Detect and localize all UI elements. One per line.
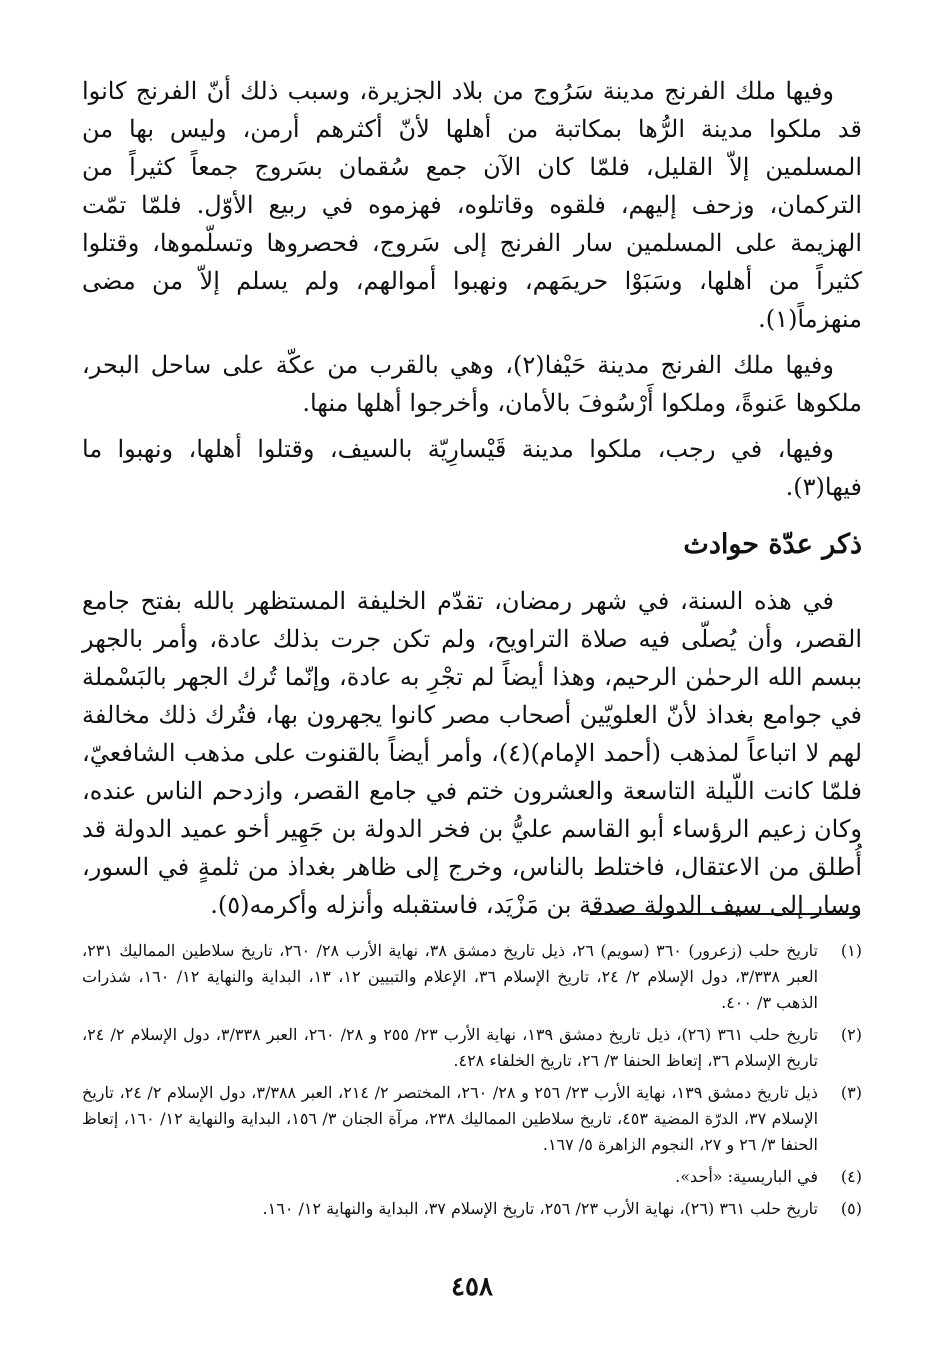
footnote-text: تاريخ حلب ٣٦١ (٢٦)، ذيل تاريخ دمشق ١٣٩، نهاية الأرب ٢٣/ ٢٥٥ و ٢٨/ ٢٦٠، العبر ٣/٣٣٨، دول الإسلام ٢/ ٢٤، تاريخ الإسلام ٣٦، إتعاظ الحنفا ٣/ ٢٦، تاريخ الخلفاء ٤٢٨. bbox=[82, 1025, 819, 1070]
page-number: ٤٥٨ bbox=[451, 1272, 493, 1302]
footnote bbox=[82, 1164, 862, 1190]
paragraph-1: وفيها ملك الفرنج مدينة سَرُوج من بلاد الجزيرة، وسبب ذلك أنّ الفرنج كانوا قد ملكوا مدينة الرُّها بمكاتبة من أهلها لأنّ أكثرهم أرمن، وليس بها من المسلمين إلاّ القليل، فلمّا كان الآن جمع سُقمان بسَروج جمعاً كثيراً من التركمان، وزحف إليهم، فلقوه وقاتلوه، فهزموه في ربيع الأوّل. فلمّا تمّت الهزيمة على المسلمين سار الفرنج إلى سَروج، فحصروها وتسلّموها، وقتلوا كثيراً من أهلها، وسَبَوْا حريمَهم، ونهبوا أموالهم، ولم يسلم إلاّ من مضى منهزماً(١). bbox=[82, 77, 862, 333]
footnote-text: ذيل تاريخ دمشق ١٣٩، نهاية الأرب ٢٣/ ٢٥٦ و ٢٨/ ٢٦٠، المختصر ٢/ ٢١٤، العبر ٣/٣٨٨، دول الإسلام ٢/ ٢٤، تاريخ الإسلام ٣٧، الدرّة المضية ٤٥٣، تاريخ سلاطين المماليك ٢٣٨، مرآة الجنان ٣/ ١٥٦، البداية والنهاية ١٢/ ١٦٠، إتعاظ الحنفا ٣/ ٢٦ و ٢٧، النجوم الزاهرة ٥/ ١٦٧. bbox=[82, 1083, 819, 1154]
footnote-number: (١) bbox=[840, 941, 862, 960]
paragraph-2: وفيها ملك الفرنج مدينة حَيْفا(٢)، وهي بالقرب من عكّة على ساحل البحر، ملكوها عَنوةً، وملكوا أَرْسُوفَ بالأمان، وأخرجوا أهلها منها. bbox=[82, 351, 862, 417]
footnote-text: في الباريسية: «أحد». bbox=[675, 1167, 818, 1186]
footnote-number: (٤) bbox=[840, 1167, 862, 1186]
footnotes bbox=[82, 938, 862, 1228]
footnote-number: (٣) bbox=[840, 1083, 862, 1102]
footnote-number: (٥) bbox=[840, 1199, 862, 1218]
footnote-text: تاريخ حلب (زعرور) ٣٦٠ (سويم) ٢٦، ذيل تاريخ دمشق ٣٨، نهاية الأرب ٢٨/ ٢٦٠، تاريخ سلاطين المماليك ٢٣١، العبر ٣/٣٣٨، دول الإسلام ٢/ ٢٤، تاريخ الإسلام ٣٦، الإعلام والتبيين ١٢، ١٣، البداية والنهاية ١٢/ ١٦٠، شذرات الذهب ٣/ ٤٠٠. bbox=[82, 941, 819, 1012]
paragraph-4: في هذه السنة، في شهر رمضان، تقدّم الخليفة المستظهر بالله بفتح جامع القصر، وأن يُصلّى فيه صلاة التراويح، ولم تكن جرت بذلك عادة، وأمر بالجهر ببسم الله الرحمٰن الرحيم، وهذا أيضاً لم تجْرِ به عادة، وإنّما تُرك الجهر بالبَسْملة في جوامع بغداذ لأنّ العلويّين أصحاب مصر كانوا يجهرون بها، فتُرك ذلك مخالفة لهم لا اتباعاً لمذهب (أحمد الإمام)(٤)، وأمر أيضاً بالقنوت على مذهب الشافعيّ، فلمّا كانت اللّيلة التاسعة والعشرون ختم في جامع القصر، وازدحم الناس عنده، وكان زعيم الرؤساء أبو القاسم عليُّ بن فخر الدولة بن جَهِير أخو عميد الدولة قد أُطلق من الاعتقال، فاختلط بالناس، وخرج إلى ظاهر بغداذ من ثلمةٍ في السور، وسار إلى سيف الدولة صدقة بن مَزْيَد، فاستقبله وأنزله وأكرمه(٥). bbox=[82, 587, 863, 919]
footnote-number: (٢) bbox=[840, 1025, 862, 1044]
main-text bbox=[82, 72, 862, 932]
footnote bbox=[82, 1080, 862, 1158]
footnote bbox=[82, 938, 862, 1016]
footnote-text: تاريخ حلب ٣٦١ (٢٦)، نهاية الأرب ٢٣/ ٢٥٦، تاريخ الإسلام ٣٧، البداية والنهاية ١٢/ ١٦٠. bbox=[262, 1199, 818, 1218]
footnote bbox=[82, 1196, 862, 1222]
section-heading: ذكر عدّة حوادث bbox=[683, 529, 862, 560]
footnote bbox=[82, 1022, 862, 1074]
paragraph-3: وفيها، في رجب، ملكوا مدينة قَيْسارِيّة بالسيف، وقتلوا أهلها، ونهبوا ما فيها(٣). bbox=[82, 435, 862, 501]
footnote-separator bbox=[590, 913, 860, 915]
